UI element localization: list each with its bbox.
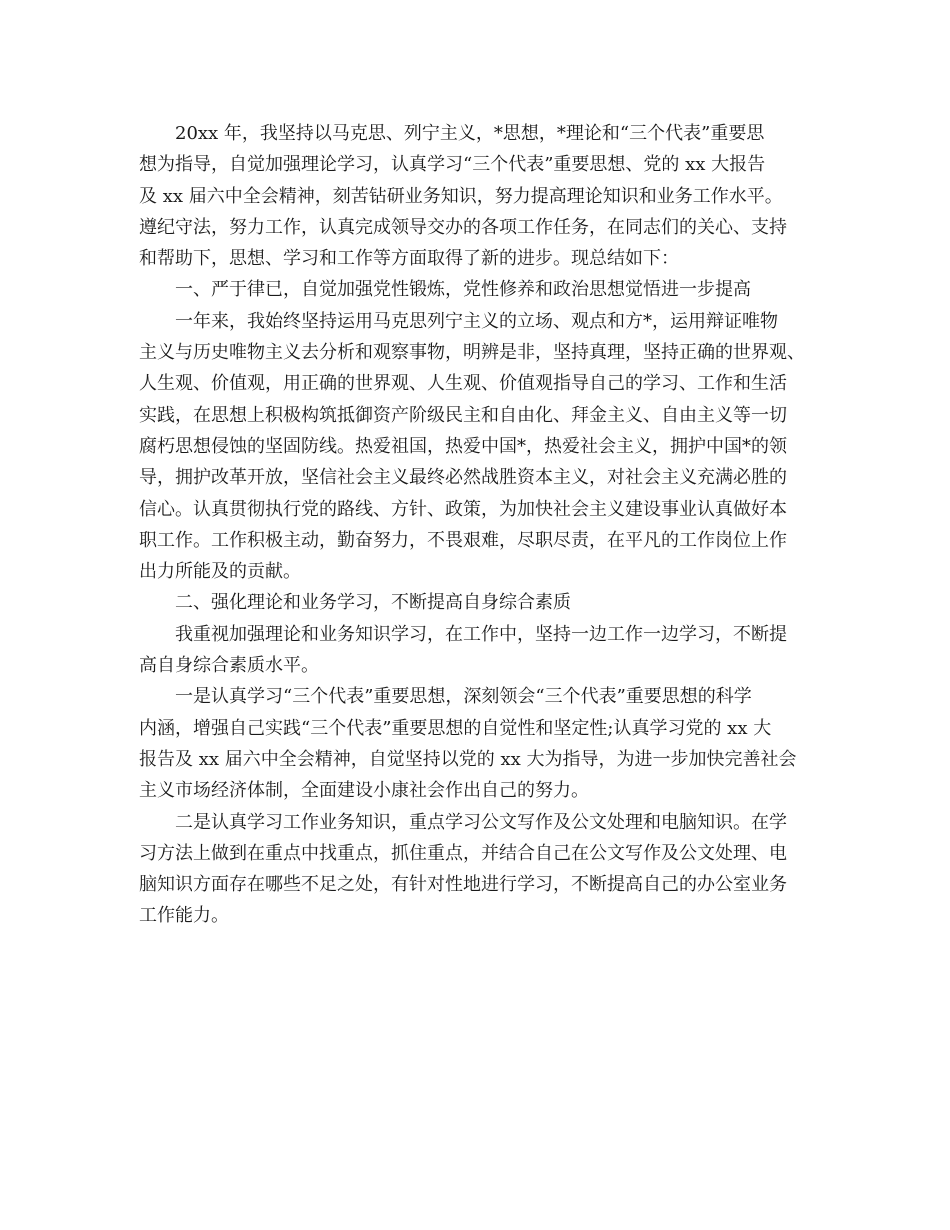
paragraph-first-line: 一年来，我始终坚持运用马克思列宁主义的立场、观点和方*，运用辩证唯物 [175, 310, 778, 332]
paragraph-line: 导，拥护改革开放，坚信社会主义最终必然战胜资本主义，对社会主义充满必胜的 [139, 467, 787, 489]
paragraph-line: 遵纪守法，努力工作，认真完成领导交办的各项工作任务，在同志们的关心、支持 [139, 216, 787, 238]
paragraph-line: 和帮助下，思想、学习和工作等方面取得了新的进步。现总结如下： [139, 248, 679, 270]
paragraph-line: 职工作。工作积极主动，勤奋努力，不畏艰难，尽职尽责，在平凡的工作岗位上作 [139, 529, 787, 551]
paragraph-line: 人生观、价值观，用正确的世界观、人生观、价值观指导自己的学习、工作和生活 [139, 373, 787, 395]
paragraph-line: 出力所能及的贡献。 [139, 561, 301, 583]
paragraph-line: 高自身综合素质水平。 [139, 655, 319, 677]
paragraph-line: 习方法上做到在重点中找重点，抓住重点，并结合自己在公文写作及公文处理、电 [139, 842, 787, 864]
paragraph-line: 报告及 xx 届六中全会精神，自觉坚持以党的 xx 大为指导，为进一步加快完善社会 [139, 748, 797, 770]
paragraph-first-line: 一是认真学习“三个代表”重要思想，深刻领会“三个代表”重要思想的科学 [175, 686, 752, 708]
paragraph-line: 内涵，增强自己实践“三个代表”重要思想的自觉性和坚定性;认真学习党的 xx 大 [139, 717, 772, 739]
paragraph-first-line: 20xx 年，我坚持以马克思、列宁主义，*思想，*理论和“三个代表”重要思 [175, 123, 765, 144]
paragraph-line: 实践，在思想上积极构筑抵御资产阶级民主和自由化、拜金主义、自由主义等一切 [139, 404, 787, 426]
paragraph-line: 信心。认真贯彻执行党的路线、方针、政策，为加快社会主义建设事业认真做好本 [139, 498, 787, 520]
paragraph-line: 主义市场经济体制，全面建设小康社会作出自己的努力。 [139, 780, 589, 802]
paragraph-line: 想为指导，自觉加强理论学习，认真学习“三个代表”重要思想、党的 xx 大报告 [139, 154, 766, 176]
paragraph-first-line: 一、严于律已，自觉加强党性锻炼，党性修养和政治思想觉悟进一步提高 [175, 279, 751, 301]
paragraph-line: 腐朽思想侵蚀的坚固防线。热爱祖国，热爱中国*，热爱社会主义，拥护中国*的领 [139, 435, 787, 457]
paragraph-line: 及 xx 届六中全会精神，刻苦钻研业务知识，努力提高理论知识和业务工作水平。 [139, 185, 783, 207]
paragraph-line: 主义与历史唯物主义去分析和观察事物，明辨是非，坚持真理，坚持正确的世界观、 [139, 342, 805, 364]
paragraph-first-line: 二是认真学习工作业务知识，重点学习公文写作及公文处理和电脑知识。在学 [175, 811, 787, 833]
paragraph-first-line: 我重视加强理论和业务知识学习，在工作中，坚持一边工作一边学习，不断提 [175, 623, 787, 645]
paragraph-line: 脑知识方面存在哪些不足之处，有针对性地进行学习，不断提高自己的办公室业务 [139, 874, 787, 896]
document-body [139, 118, 829, 932]
paragraph-line: 工作能力。 [139, 905, 229, 927]
paragraph-first-line: 二、强化理论和业务学习，不断提高自身综合素质 [175, 592, 571, 614]
